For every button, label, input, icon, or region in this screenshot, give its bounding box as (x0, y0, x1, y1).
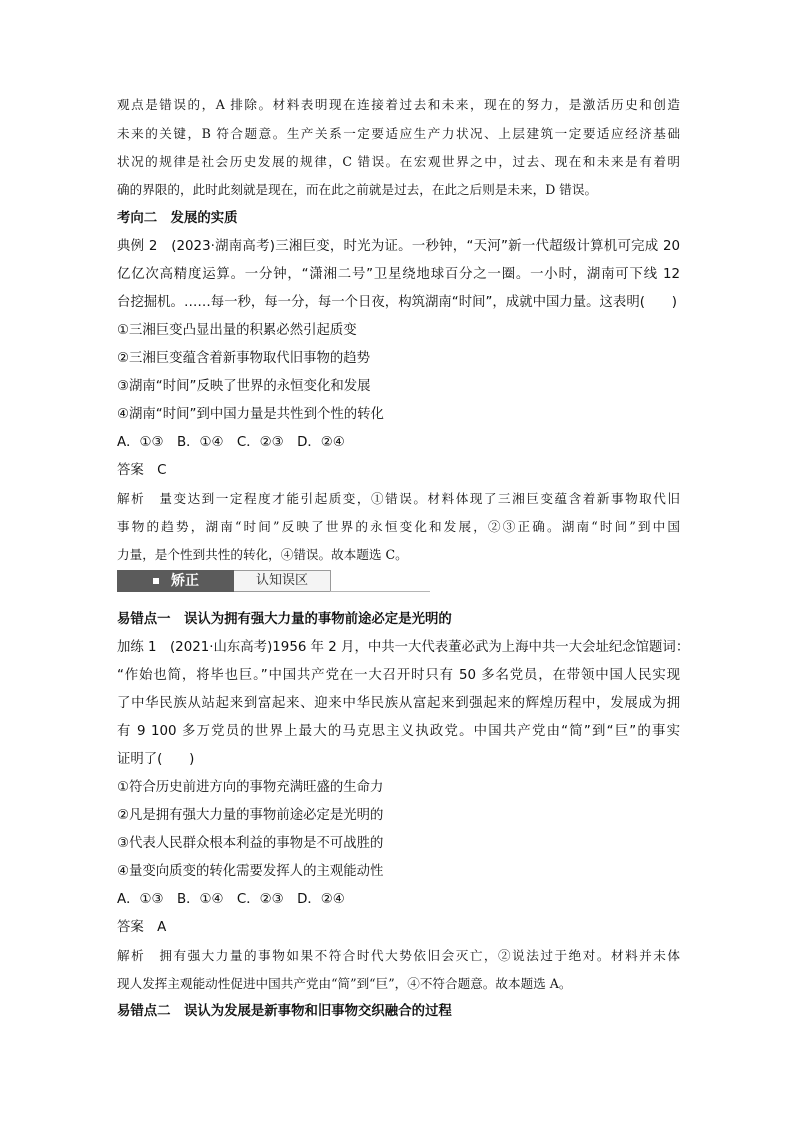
explanation-line: 状况的规律是社会历史发展的规律，C 错误。在宏观世界之中，过去、现在和未来是有着明 (117, 154, 680, 169)
option-2: ②三湘巨变蕴含着新事物取代旧事物的趋势 (117, 351, 371, 366)
error-point-heading: 易错点一 误认为拥有强大力量的事物前途必定是光明的 (117, 612, 452, 627)
question-stem-line: 典例 2 (2023·湖南高考)三湘巨变，时光为证。一秒钟，“天河”新一代超级计算机可完成 20 (117, 239, 680, 254)
banner-rule (330, 591, 430, 592)
section-heading: 考向二 发展的实质 (117, 211, 238, 226)
banner-dark-label: 矫正 (171, 573, 199, 589)
explanation-line: 观点是错误的，A 排除。材料表明现在连接着过去和未来，现在的努力，是激活历史和创造 (117, 97, 680, 112)
option-3: ③代表人民群众根本利益的事物是不可战胜的 (117, 836, 384, 851)
question-stem-line: 加练 1 (2021·山东高考)1956 年 2 月，中共一大代表董必武为上海中共一大会址纪念馆题词： (117, 640, 690, 655)
option-3: ③湖南“时间”反映了世界的永恒变化和发展 (117, 379, 371, 394)
option-1: ①符合历史前进方向的事物充满旺盛的生命力 (117, 780, 384, 795)
option-2: ②凡是拥有强大力量的事物前途必定是光明的 (117, 808, 384, 823)
banner-dark-tab (117, 570, 234, 592)
answer: 答案 C (117, 463, 167, 478)
analysis-line: 解析 量变达到一定程度才能引起质变，①错误。材料体现了三湘巨变蕴含着新事物取代旧 (117, 491, 680, 506)
explanation-line: 未来的关键，B 符合题意。生产关系一定要适应生产力状况、上层建筑一定要适应经济基础 (117, 126, 680, 141)
answer: 答案 A (117, 920, 167, 935)
analysis-line: 事物的趋势，湖南“时间”反映了世界的永恒变化和发展，②③正确。湖南“时间”到中国 (117, 519, 680, 534)
analysis-line: 力量，是个性到共性的转化，④错误。故本题选 C。 (117, 547, 408, 562)
error-point-heading: 易错点二 误认为发展是新事物和旧事物交织融合的过程 (117, 1004, 452, 1019)
option-1: ①三湘巨变凸显出量的积累必然引起质变 (117, 323, 357, 338)
option-4: ④湖南“时间”到中国力量是共性到个性的转化 (117, 407, 384, 422)
section-banner (117, 570, 430, 592)
answer-choices: A．①③ B．①④ C．②③ D．②④ (117, 435, 345, 450)
question-stem-line: 了中华民族从站起来到富起来、迎来中华民族从富起来到强起来的辉煌历程中，发展成为拥 (117, 696, 680, 711)
square-icon (153, 578, 159, 584)
question-stem-line: 亿亿次高精度运算。一分钟，“潇湘二号”卫星绕地球百分之一圈。一小时，湖南可下线 12 (117, 267, 680, 282)
answer-choices: A．①③ B．①④ C．②③ D．②④ (117, 892, 345, 907)
question-stem-line: 证明了( ) (117, 752, 195, 767)
question-stem-line: 有 9 100 多万党员的世界上最大的马克思主义执政党。中国共产党由“简”到“巨”的事实 (117, 724, 680, 739)
question-stem-line: “作始也简，将毕也巨。”中国共产党在一大召开时只有 50 多名党员，在带领中国人民实现 (117, 668, 680, 683)
banner-light-label: 认知误区 (234, 570, 331, 592)
explanation-line: 确的界限的，此时此刻就是现在，而在此之前就是过去，在此之后则是未来，D 错误。 (117, 182, 598, 197)
question-stem-line: 台挖掘机。……每一秒，每一分，每一个日夜，构筑湖南“时间”，成就中国力量。这表明( ) (117, 295, 677, 310)
analysis-line: 解析 拥有强大力量的事物如果不符合时代大势依旧会灭亡，②说法过于绝对。材料并未体 (117, 948, 680, 963)
analysis-line: 现人发挥主观能动性促进中国共产党由“简”到“巨”，④不符合题意。故本题选 A。 (117, 976, 572, 991)
option-4: ④量变向质变的转化需要发挥人的主观能动性 (117, 864, 384, 879)
